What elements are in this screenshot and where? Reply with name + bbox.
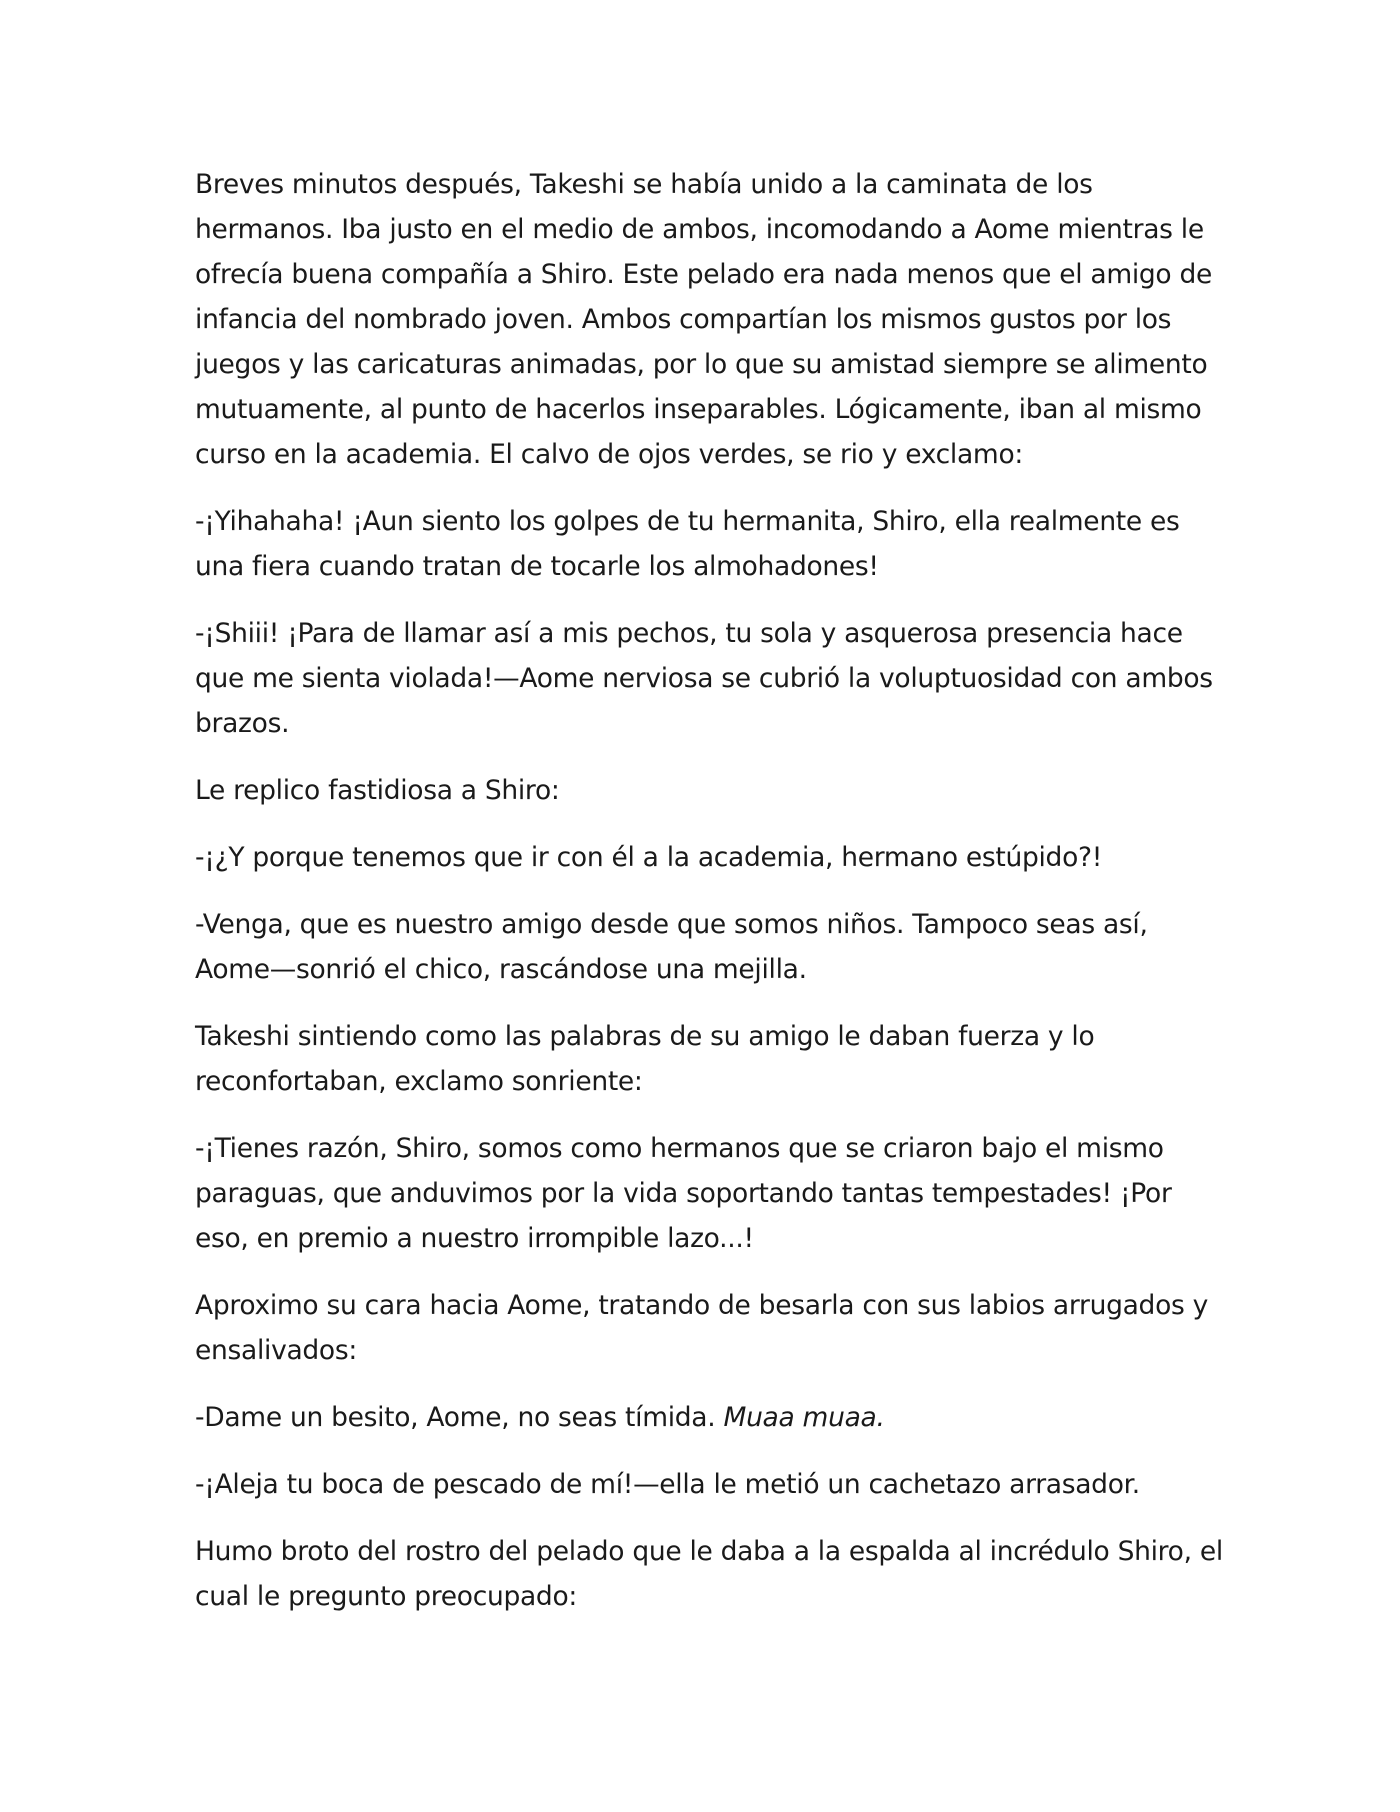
paragraph-text: -Dame un besito, Aome, no seas tímida. [195,1402,724,1433]
paragraph: Le replico fastidiosa a Shiro: [195,775,560,806]
italic-onomatopoeia: Muaa muaa. [723,1402,885,1433]
paragraph: Aproximo su cara hacia Aome, tratando de besarla con sus labios arrugados y ensalivados: [195,1290,1208,1366]
paragraph: Breves minutos después, Takeshi se había unido a la caminata de los hermanos. Iba justo en el medio de ambos, incomodando a Aome mientras le ofrecía buena compañía a Shiro. Este pelado era nada menos que el amigo de infancia del nombrado joven. Ambos compartían los mismos gustos por los juegos y las caricaturas animadas, por lo que su amistad siempre se alimento mutuamente, al punto de hacerlos inseparables. Lógicamente, iban al mismo curso en la academia. El calvo de ojos verdes, se rio y exclamo: [195,169,1212,470]
paragraph: Humo broto del rostro del pelado que le daba a la espalda al incrédulo Shiro, el cual le pregunto preocupado: [195,1536,1223,1612]
paragraph: -¡Shiii! ¡Para de llamar así a mis pechos, tu sola y asquerosa presencia hace que me sienta violada!—Aome nerviosa se cubrió la voluptuosidad con ambos brazos. [195,618,1213,739]
paragraph: -¡Yihahaha! ¡Aun siento los golpes de tu hermanita, Shiro, ella realmente es una fiera cuando tratan de tocarle los almohadones! [195,506,1180,582]
paragraph: -¡Tienes razón, Shiro, somos como hermanos que se criaron bajo el mismo paraguas, que anduvimos por la vida soportando tantas tempestades! ¡Por eso, en premio a nuestro irrompible lazo...! [195,1133,1172,1254]
paragraph: Takeshi sintiendo como las palabras de su amigo le daban fuerza y lo reconfortaban, exclamo sonriente: [195,1021,1095,1097]
paragraph-with-italic [195,1395,1225,1440]
document-body [195,162,1225,1641]
paragraph: -¡¿Y porque tenemos que ir con él a la academia, hermano estúpido?! [195,842,1103,873]
paragraph: -Venga, que es nuestro amigo desde que somos niños. Tampoco seas así, Aome—sonrió el chico, rascándose una mejilla. [195,909,1148,985]
paragraph: -¡Aleja tu boca de pescado de mí!—ella le metió un cachetazo arrasador. [195,1469,1140,1500]
